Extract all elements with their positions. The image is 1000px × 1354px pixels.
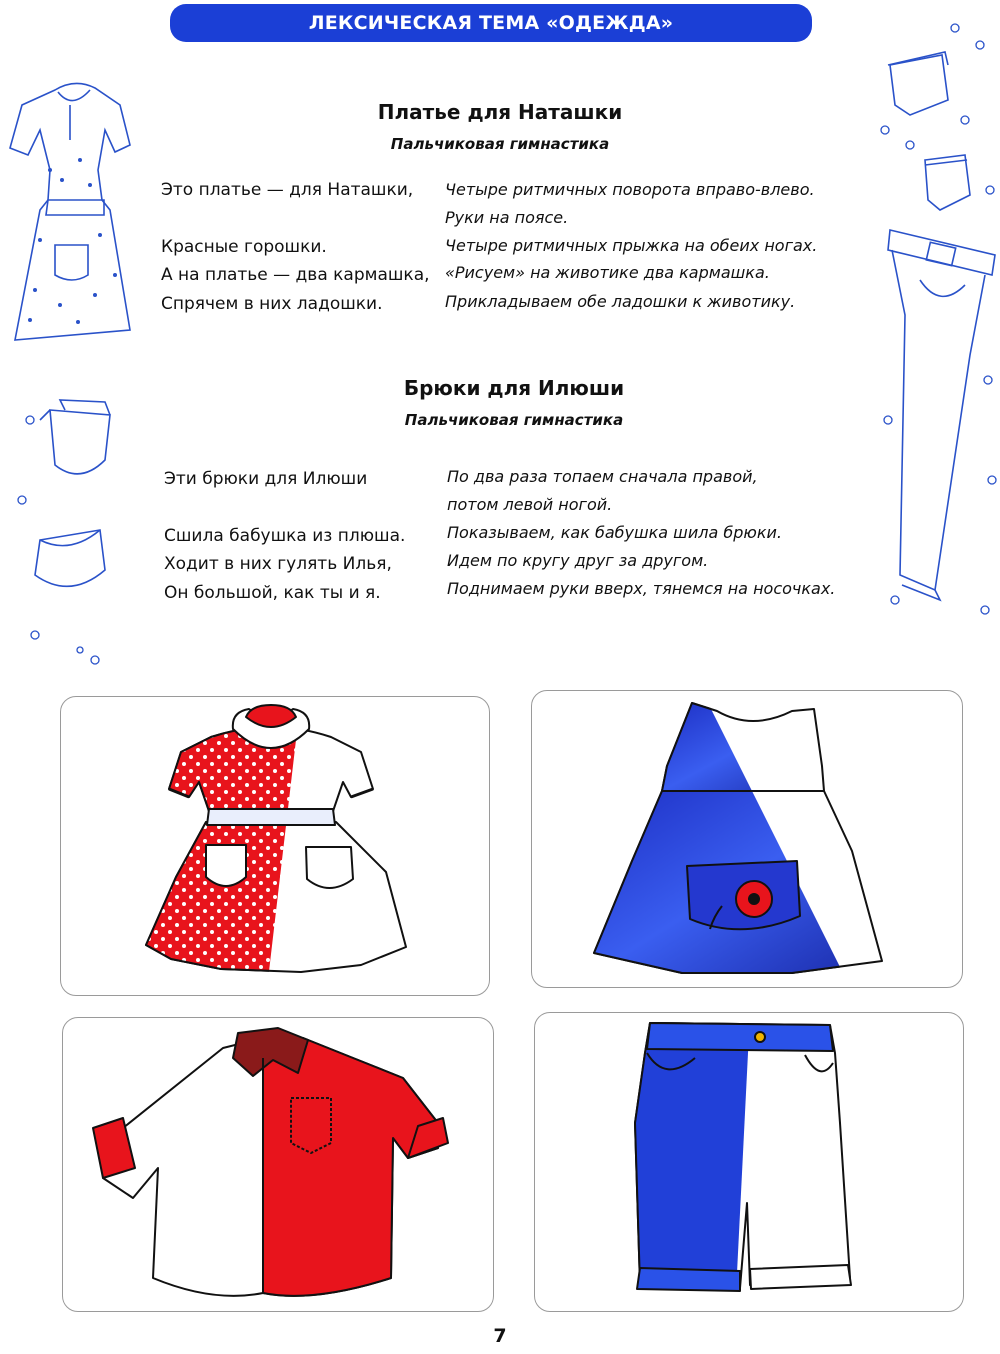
poem-verse-line: Спрячем в них ладошки. bbox=[161, 294, 383, 314]
page-number: 7 bbox=[493, 1325, 507, 1347]
poem-subtitle: Пальчиковая гимнастика bbox=[390, 135, 610, 153]
pockets-outline-icon bbox=[870, 20, 1000, 240]
poem-action-line: Четыре ритмичных поворота вправо-влево. bbox=[445, 180, 815, 199]
poem-action-line: потом левой ногой. bbox=[447, 495, 613, 514]
poem-verse-line: Это платье — для Наташки, bbox=[161, 180, 414, 200]
blue-shorts-icon bbox=[535, 1013, 964, 1312]
red-shirt-icon bbox=[63, 1018, 494, 1312]
clothing-card-dress bbox=[60, 696, 490, 996]
clothing-card-sundress bbox=[531, 690, 963, 988]
poem-verse-line: Он большой, как ты и я. bbox=[164, 583, 381, 603]
poem-subtitle: Пальчиковая гимнастика bbox=[404, 411, 624, 429]
poem-action-line: Идем по кругу друг за другом. bbox=[447, 551, 709, 570]
poem-action-line: «Рисуем» на животике два кармашка. bbox=[445, 263, 770, 282]
poem-verse-line: А на платье — два кармашка, bbox=[161, 265, 430, 285]
poem-verse-line: Ходит в них гулять Илья, bbox=[164, 554, 392, 574]
clothing-card-shorts bbox=[534, 1012, 964, 1312]
poem-action-line: Руки на поясе. bbox=[445, 208, 569, 227]
poem-action-line: Поднимаем руки вверх, тянемся на носочках. bbox=[447, 579, 836, 598]
poem-verse-line: Эти брюки для Илюши bbox=[164, 469, 368, 489]
poem-verse-line: Сшила бабушка из плюша. bbox=[164, 526, 406, 546]
poem-action-line: Прикладываем обе ладошки к животику. bbox=[445, 292, 796, 311]
poem-action-line: Показываем, как бабушка шила брюки. bbox=[447, 523, 782, 542]
blue-sundress-icon bbox=[532, 691, 963, 988]
poem-title: Платье для Наташки bbox=[377, 100, 623, 124]
red-polka-dot-dress-icon bbox=[61, 697, 490, 996]
clothing-card-shirt bbox=[62, 1017, 494, 1312]
header-title: ЛЕКСИЧЕСКАЯ ТЕМА «ОДЕЖДА» bbox=[308, 12, 674, 34]
poem-verse-line: Красные горошки. bbox=[161, 237, 327, 257]
poem-title: Брюки для Илюши bbox=[403, 376, 625, 400]
pocket-outline-icon bbox=[10, 390, 130, 670]
header-banner bbox=[170, 4, 812, 42]
poem-action-line: По два раза топаем сначала правой, bbox=[447, 467, 758, 486]
poem-action-line: Четыре ритмичных прыжка на обеих ногах. bbox=[445, 236, 818, 255]
